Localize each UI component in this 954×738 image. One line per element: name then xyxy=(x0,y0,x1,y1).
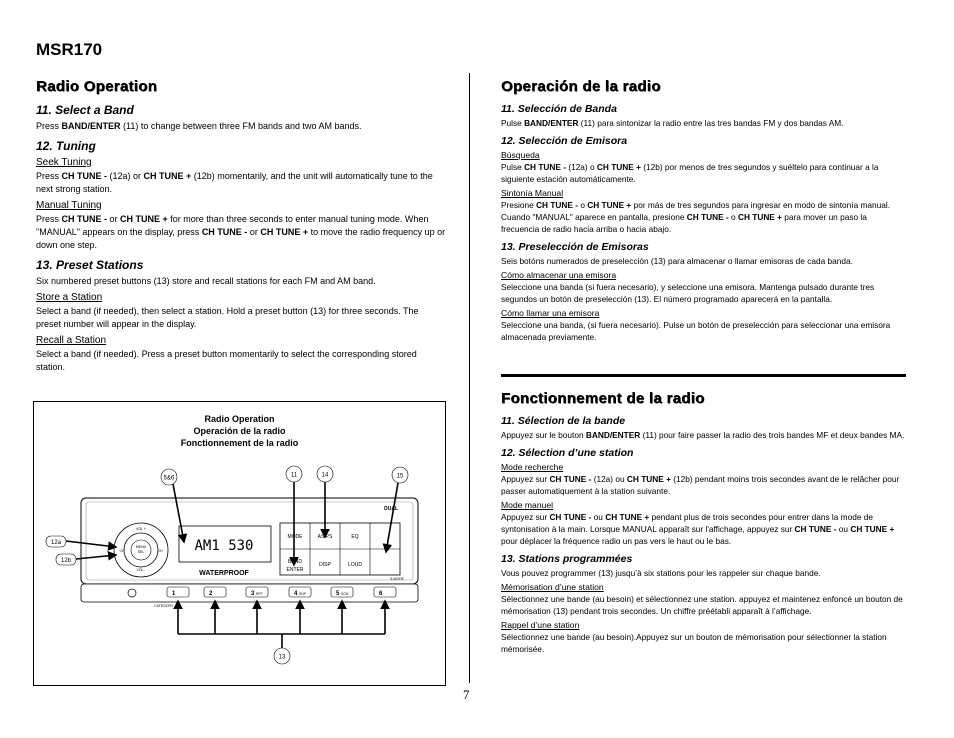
eq-button: EQ xyxy=(351,534,359,540)
svg-text:CH: CH xyxy=(119,549,125,553)
figure-title-en: Radio Operation xyxy=(204,414,275,424)
label-seek-tuning: Seek Tuning xyxy=(36,157,92,168)
label-store-station: Store a Station xyxy=(36,292,103,303)
label-sintonia-manual: Sintonía Manual xyxy=(501,188,564,198)
svg-text:13: 13 xyxy=(278,654,286,661)
spanish-column xyxy=(501,78,906,346)
preset-1 xyxy=(167,587,189,597)
label-almacenar: Cómo almacenar una emisora xyxy=(501,270,617,280)
text-busqueda: Pulse CH TUNE - (12a) o CH TUNE + (12b) por menos de tres segundos y suéltelo para continuar a la siguiente estación automáticamente. xyxy=(501,162,879,184)
section-title-es: Operación de la radio xyxy=(501,78,661,95)
loud-button: LOUD xyxy=(348,562,362,568)
svg-text:SEL: SEL xyxy=(137,550,145,554)
heading-stations-programmees: 13. Stations programmées xyxy=(501,553,633,565)
figure-title-fr: Fonctionnement de la radio xyxy=(180,438,299,448)
page-number: 7 xyxy=(463,687,470,702)
svg-text:MENU: MENU xyxy=(135,545,147,549)
svg-text:12b: 12b xyxy=(60,558,72,564)
text-sintonia-manual: Presione CH TUNE - o CH TUNE + por más de tres segundos para ingresar en modo de sintonía manual. Cuando "MANUAL" aparece en pantalla, presione CH TUNE - o CH TUNE + para mover un paso la frecuencia de radio hacia arriba o hacia abajo. xyxy=(501,200,891,234)
svg-text:SHF: SHF xyxy=(299,592,306,596)
figure-title-es: Operación de la radio xyxy=(193,426,286,436)
french-column xyxy=(501,390,906,658)
heading-tuning: 12. Tuning xyxy=(36,139,96,153)
svg-text:5: 5 xyxy=(336,591,340,597)
text-llamar: Seleccione una banda, (si fuera necesario). Pulse un botón de preselección para seleccionar una emisora almacenada previamente. xyxy=(501,320,891,342)
text-mode-manuel: Appuyez sur CH TUNE - ou CH TUNE + pendant plus de trois secondes pour entrer dans la mode de syntonisation à la main. Lorsque MANUAL apparaît sur l'affichage, appuyez sur CH TUNE - ou CH TUNE + pour déplacer la fréquence radio un pas vers le haut ou le bas. xyxy=(501,512,895,546)
label-mode-recherche: Mode recherche xyxy=(501,462,564,472)
svg-text:3: 3 xyxy=(251,591,255,597)
text-recall-station: Select a band (if needed). Press a preset button momentarily to select the corresponding stored station. xyxy=(36,349,417,372)
model-title: MSR170 xyxy=(36,40,103,59)
label-recall-station: Recall a Station xyxy=(36,335,107,346)
svg-text:CH: CH xyxy=(157,549,163,553)
enter-button: ENTER xyxy=(286,567,304,573)
text-memorisation: Sélectionnez une bande (au besoin) et sélectionnez une station. appuyez et maintenez enfoncé un bouton de mémorisation (13) pendant trois secondes. Un chiffre préétabli apparaît à l’affichage. xyxy=(501,594,903,616)
svg-text:15: 15 xyxy=(396,473,404,480)
label-busqueda: Búsqueda xyxy=(501,150,540,160)
heading-preseleccion: 13. Preselección de Emisoras xyxy=(501,241,649,253)
waterproof-label: WATERPROOF xyxy=(199,570,249,577)
section-title-fr: Fonctionnement de la radio xyxy=(501,390,705,407)
heading-preset-stations: 13. Preset Stations xyxy=(36,258,144,272)
text-preseleccion-intro: Seis botóns numerados de preselección (13) para almacenar o llamar emisoras de cada banda. xyxy=(501,256,853,266)
label-memorisation: Mémorisation d’une station xyxy=(501,582,604,592)
text-preset-intro: Six numbered preset buttons (13) store and recall stations for each FM and AM band. xyxy=(36,276,376,286)
svg-text:RPT: RPT xyxy=(256,592,263,596)
text-rappel: Sélectionnez une bande (au besoin).Appuyez sur un bouton de mémorisation pour sélectionner la station mémorisée. xyxy=(501,632,887,654)
section-title-en: Radio Operation xyxy=(36,78,158,95)
heading-selection-station: 12. Sélection d’une station xyxy=(501,447,634,459)
text-select-band: Press BAND/ENTER (11) to change between three FM bands and two AM bands. xyxy=(36,121,362,131)
text-seleccion-banda: Pulse BAND/ENTER (11) para sintonizar la radio entre las tres bandas FM y dos bandas AM. xyxy=(501,118,844,128)
model-small-label: S-MODE xyxy=(390,577,404,581)
text-store-station: Select a band (if needed), then select a station. Hold a preset button (13) for three seconds. The preset number will appear in the display. xyxy=(36,306,419,329)
text-seek-tuning: Press CH TUNE - (12a) or CH TUNE + (12b) momentarily, and the unit will automatically tune to the next strong station. xyxy=(36,171,433,194)
text-almacenar: Seleccione una banda (si fuera necesario), y seleccione una emisora. Mantenga pulsado durante tres segundos un botón de preselección (13). El número programado aparecerá en la pantalla. xyxy=(501,282,875,304)
band-button: BAND xyxy=(288,559,302,565)
label-llamar: Cómo llamar una emisora xyxy=(501,308,600,318)
svg-text:5&6: 5&6 xyxy=(163,475,175,482)
category-label: CATEGORY xyxy=(154,604,174,608)
radio-diagram xyxy=(34,402,445,685)
label-rappel: Rappel d’une station xyxy=(501,620,580,630)
svg-text:VOL +: VOL + xyxy=(136,527,146,531)
radio-diagram-figure xyxy=(33,401,446,686)
svg-text:12a: 12a xyxy=(50,540,62,546)
heading-select-band: 11. Select a Band xyxy=(36,103,134,117)
display-text: AM1 530 xyxy=(194,538,254,554)
svg-text:11: 11 xyxy=(290,472,298,479)
english-column xyxy=(36,78,446,378)
heading-selection-bande: 11. Sélection de la bande xyxy=(501,415,626,427)
text-selection-bande: Appuyez sur le bouton BAND/ENTER (11) pour faire passer la radio des trois bandes MF et deux bandes MA. xyxy=(501,430,905,440)
preset-6 xyxy=(374,587,396,597)
label-manual-tuning: Manual Tuning xyxy=(36,200,102,211)
preset-2 xyxy=(204,587,226,597)
column-divider xyxy=(469,73,470,683)
svg-text:VOL -: VOL - xyxy=(136,568,146,572)
text-manual-tuning: Press CH TUNE - or CH TUNE + for more than three seconds to enter manual tuning mode. When "MANUAL" appears on the display, press CH TUNE - or CH TUNE + to move the radio frequency up or down one step. xyxy=(36,214,446,250)
section-divider xyxy=(501,374,906,377)
brand-logo: DUAL xyxy=(384,506,398,512)
text-stations-intro: Vous pouvez programmer (13) jusqu’à six stations pour les rappeler sur chaque bande. xyxy=(501,568,821,578)
text-mode-recherche: Appuyez sur CH TUNE - (12a) ou CH TUNE + (12b) pendant moins trois secondes avant de le relâcher pour passer automatiquement à la station suivante. xyxy=(501,474,900,496)
disp-button: DISP xyxy=(319,562,331,568)
svg-text:1: 1 xyxy=(172,591,176,597)
label-mode-manuel: Mode manuel xyxy=(501,500,554,510)
svg-text:SCN: SCN xyxy=(341,592,349,596)
svg-text:6: 6 xyxy=(379,591,383,597)
svg-text:4: 4 xyxy=(294,591,298,597)
svg-text:14: 14 xyxy=(321,472,329,479)
heading-seleccion-banda: 11. Selección de Banda xyxy=(501,103,617,115)
mode-button: MODE xyxy=(287,534,303,540)
svg-text:2: 2 xyxy=(209,591,213,597)
heading-seleccion-emisora: 12. Selección de Emisora xyxy=(501,135,628,147)
asps-button: AS/PS xyxy=(317,534,333,540)
